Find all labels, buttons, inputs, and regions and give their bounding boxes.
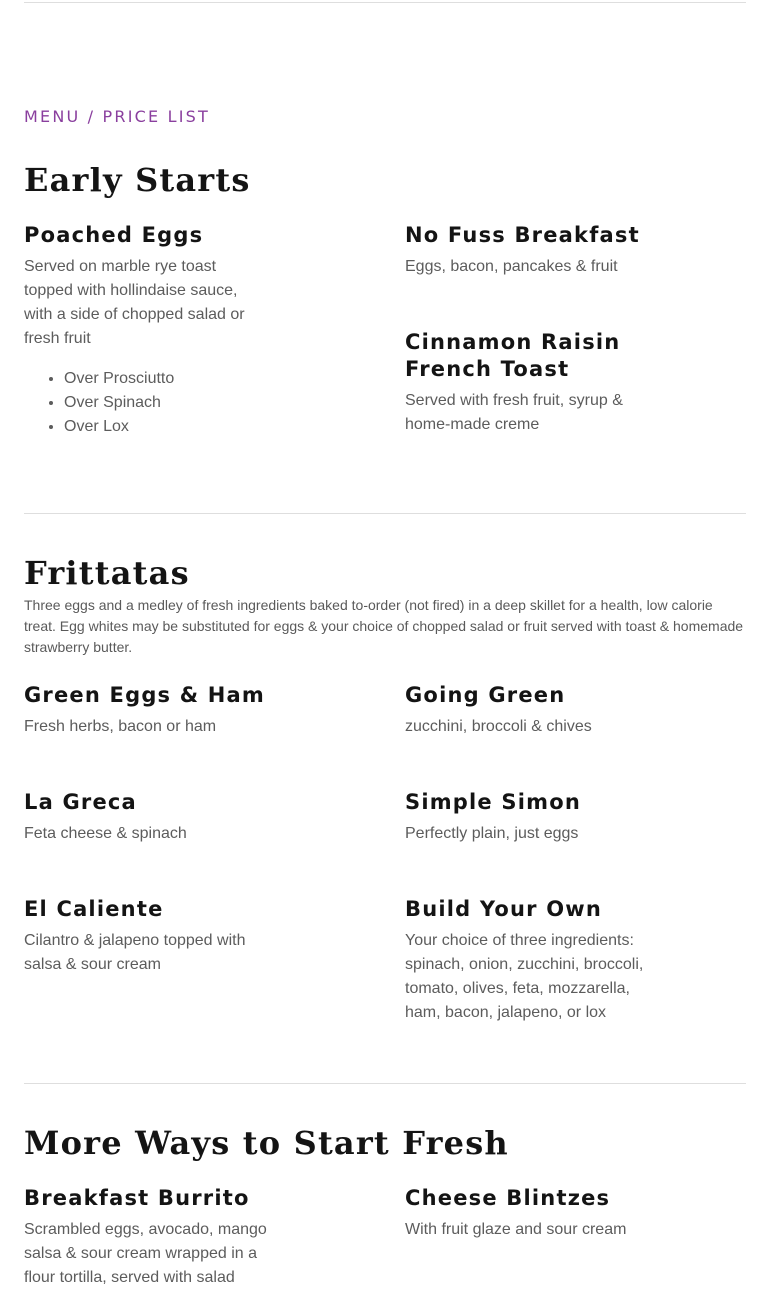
item-name: Simple Simon	[405, 790, 581, 814]
top-divider	[24, 2, 746, 3]
menu-item-poached-eggs	[24, 222, 269, 439]
menu-eyebrow: MENU / PRICE LIST	[24, 107, 210, 126]
list-item: • Over Lox	[64, 415, 269, 439]
item-description: Served with fresh fruit, syrup & home-made creme	[405, 392, 623, 433]
item-description: Fresh herbs, bacon or ham	[24, 718, 217, 735]
section-divider	[24, 1083, 746, 1084]
item-name: La Greca	[24, 790, 137, 814]
menu-item-going-green	[405, 682, 650, 739]
section-title-more-ways: More Ways to Start Fresh	[24, 1124, 509, 1162]
item-name: Cinnamon Raisin French Toast	[405, 330, 621, 381]
item-description: Scrambled eggs, avocado, mango salsa & sour cream wrapped in a flour tortilla, served with salad	[24, 1221, 267, 1286]
menu-item-simple-simon	[405, 789, 650, 846]
item-description: Served on marble rye toast topped with hollindaise sauce, with a side of chopped salad or fresh fruit	[24, 258, 245, 347]
item-name: El Caliente	[24, 897, 164, 921]
item-name: Build Your Own	[405, 897, 603, 921]
item-name: No Fuss Breakfast	[405, 223, 640, 247]
item-options-list	[24, 367, 269, 439]
menu-item-la-greca	[24, 789, 269, 846]
menu-item-breakfast-burrito	[24, 1185, 269, 1290]
item-name: Cheese Blintzes	[405, 1186, 611, 1210]
section-title-early-starts: Early Starts	[24, 161, 251, 199]
list-item: • Over Spinach	[64, 391, 269, 415]
item-description: Perfectly plain, just eggs	[405, 825, 579, 842]
item-name: Green Eggs & Ham	[24, 683, 266, 707]
item-name: Going Green	[405, 683, 566, 707]
item-name: Poached Eggs	[24, 223, 204, 247]
menu-item-no-fuss-breakfast	[405, 222, 650, 279]
section-title-frittatas: Frittatas	[24, 554, 190, 592]
menu-item-green-eggs-ham	[24, 682, 269, 739]
item-description: With fruit glaze and sour cream	[405, 1221, 627, 1238]
item-name: Breakfast Burrito	[24, 1186, 250, 1210]
menu-item-cheese-blintzes	[405, 1185, 650, 1242]
item-description: Your choice of three ingredients: spinach, onion, zucchini, broccoli, tomato, olives, feta, mozzarella, ham, bacon, jalapeno, or lox	[405, 932, 644, 1021]
section-divider	[24, 513, 746, 514]
item-description: zucchini, broccoli & chives	[405, 718, 592, 735]
menu-item-build-your-own	[405, 896, 650, 1025]
item-description: Eggs, bacon, pancakes & fruit	[405, 258, 618, 275]
menu-item-el-caliente	[24, 896, 269, 977]
list-item: • Over Prosciutto	[64, 367, 269, 391]
menu-item-cinnamon-raisin-french-toast	[405, 329, 650, 437]
item-description: Cilantro & jalapeno topped with salsa & sour cream	[24, 932, 246, 973]
section-description: Three eggs and a medley of fresh ingredients baked to-order (not fired) in a deep skillet for a health, low calorie treat. Egg whites may be substituted for eggs & your choice of chopped salad or fruit served with toast & homemade strawberry butter.	[24, 597, 744, 655]
item-description: Feta cheese & spinach	[24, 825, 187, 842]
